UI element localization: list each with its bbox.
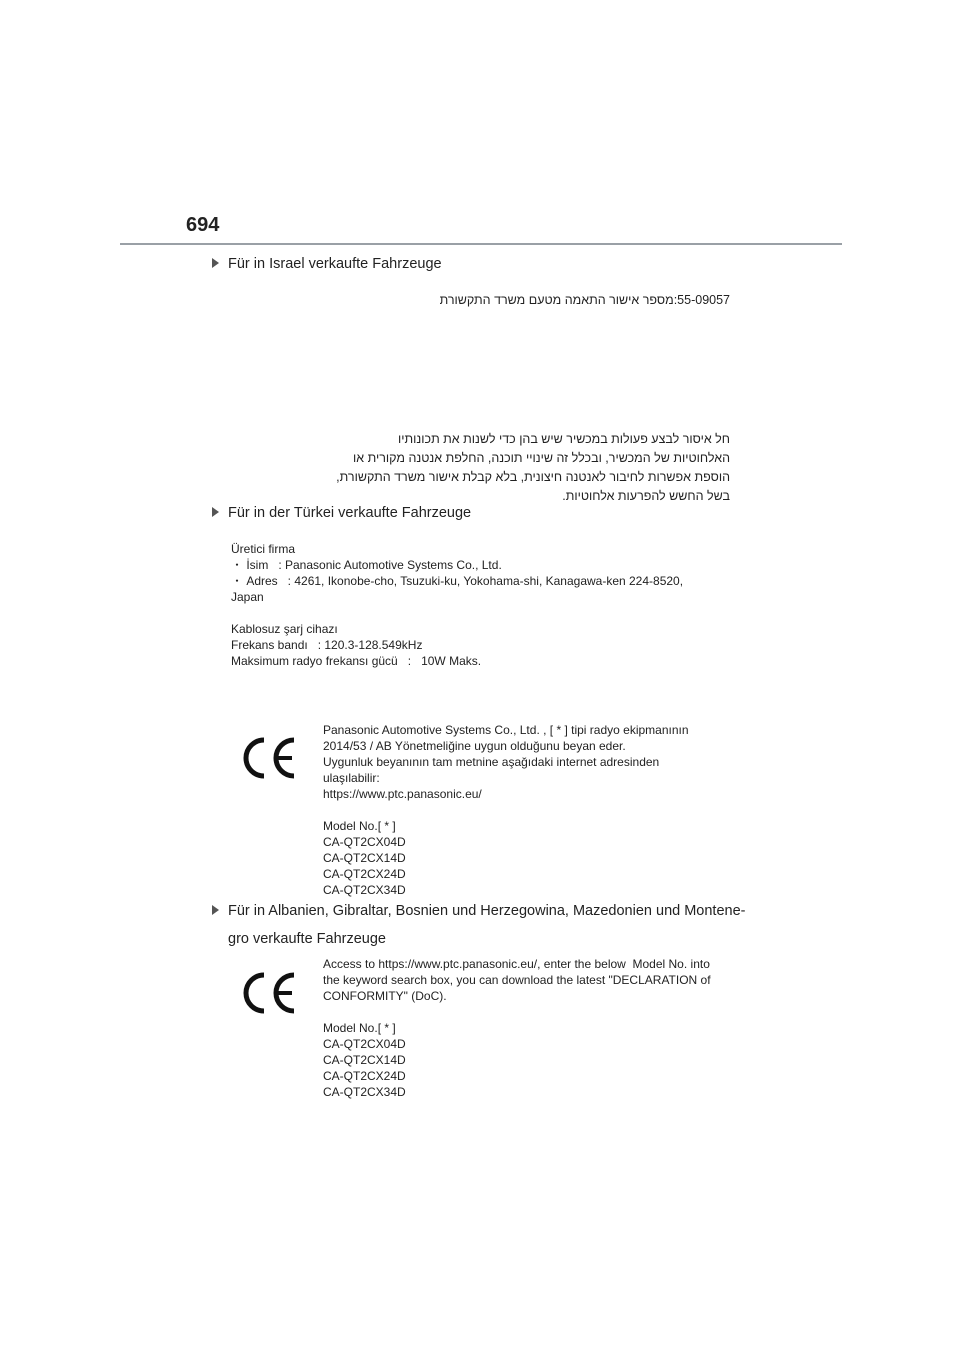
manufacturer-line xyxy=(231,605,683,621)
declaration-line: Panasonic Automotive Systems Co., Ltd. , [ * ] tipi radyo ekipmanının xyxy=(323,723,689,737)
declaration-line: 2014/53 / AB Yönetmeliğine uygun olduğunu beyan eder. xyxy=(323,739,626,753)
triangle-bullet-icon xyxy=(212,258,219,268)
manufacturer-line: Maksimum radyo frekansı gücü : 10W Maks. xyxy=(231,654,482,668)
declaration-line xyxy=(323,1004,711,1020)
manufacturer-line: Japan xyxy=(231,590,264,604)
israel-warning-line: בשל החשש להפרעות אלחוטיות. xyxy=(562,489,730,503)
declaration-line: Uygunluk beyanının tam metnine aşağıdaki internet adresinden xyxy=(323,755,660,769)
model-number: CA-QT2CX04D xyxy=(323,1037,406,1051)
declaration-line: the keyword search box, you can download the latest "DECLARATION of xyxy=(323,973,711,987)
balkans-heading-continued: gro verkaufte Fahrzeuge xyxy=(228,931,386,947)
model-number: CA-QT2CX24D xyxy=(323,867,406,881)
model-number: CA-QT2CX34D xyxy=(323,883,406,897)
israel-approval-line: 55-09057:מספר אישור התאמה מטעם משרד התקשורת xyxy=(439,293,730,307)
ce-mark-icon xyxy=(238,736,298,780)
model-number: CA-QT2CX14D xyxy=(323,851,406,865)
turkey-declaration xyxy=(323,722,689,898)
model-number: CA-QT2CX34D xyxy=(323,1085,406,1099)
model-no-label: Model No.[ * ] xyxy=(323,819,396,833)
triangle-bullet-icon xyxy=(212,507,219,517)
declaration-line: ulaşılabilir: xyxy=(323,771,380,785)
page-number: 694 xyxy=(186,214,220,236)
declaration-line xyxy=(323,802,689,818)
model-number: CA-QT2CX04D xyxy=(323,835,406,849)
israel-approval xyxy=(440,291,730,310)
balkans-declaration xyxy=(323,956,711,1100)
ce-mark-icon xyxy=(238,971,298,1015)
israel-heading-text: Für in Israel verkaufte Fahrzeuge xyxy=(228,256,442,272)
balkans-heading-text: Für in Albanien, Gibraltar, Bosnien und Herzegowina, Mazedonien und Montene- xyxy=(228,903,746,919)
manufacturer-line: Üretici firma xyxy=(231,542,296,556)
israel-warning xyxy=(336,430,730,506)
model-number: CA-QT2CX24D xyxy=(323,1069,406,1083)
israel-warning-line: הוספת אפשרות לחיבור לאנטנה חיצונית, בלא קבלת אישור משרד התקשורת, xyxy=(336,470,730,484)
declaration-line: CONFORMITY" (DoC). xyxy=(323,989,447,1003)
israel-warning-line: האלחוטיות של המכשיר, ובכלל זה שינויי תוכנה, החלפת אנטנה מקורית או xyxy=(353,451,730,465)
turkey-heading xyxy=(212,503,471,523)
model-no-label: Model No.[ * ] xyxy=(323,1021,396,1035)
declaration-line: Access to https://www.ptc.panasonic.eu/, enter the below Model No. into xyxy=(323,957,710,971)
manufacturer-line: Kablosuz şarj cihazı xyxy=(231,622,338,636)
manufacturer-line: Frekans bandı : 120.3-128.549kHz xyxy=(231,638,423,652)
declaration-url: https://www.ptc.panasonic.eu/ xyxy=(323,787,482,801)
israel-warning-line: חל איסור לבצע פעולות במכשיר שיש בהן כדי לשנות את תכונותיו xyxy=(398,432,730,446)
model-number: CA-QT2CX14D xyxy=(323,1053,406,1067)
manufacturer-line: ・ Adres : 4261, Ikonobe-cho, Tsuzuki-ku, Yokohama-shi, Kanagawa-ken 224-8520, xyxy=(231,574,684,588)
israel-heading xyxy=(212,254,442,274)
turkey-heading-text: Für in der Türkei verkaufte Fahrzeuge xyxy=(228,505,472,521)
triangle-bullet-icon xyxy=(212,905,219,915)
turkey-manufacturer-info xyxy=(231,541,683,669)
balkans-heading xyxy=(212,901,745,949)
header-rule xyxy=(120,243,842,245)
manufacturer-line: ・ İsim : Panasonic Automotive Systems Co., Ltd. xyxy=(231,558,502,572)
